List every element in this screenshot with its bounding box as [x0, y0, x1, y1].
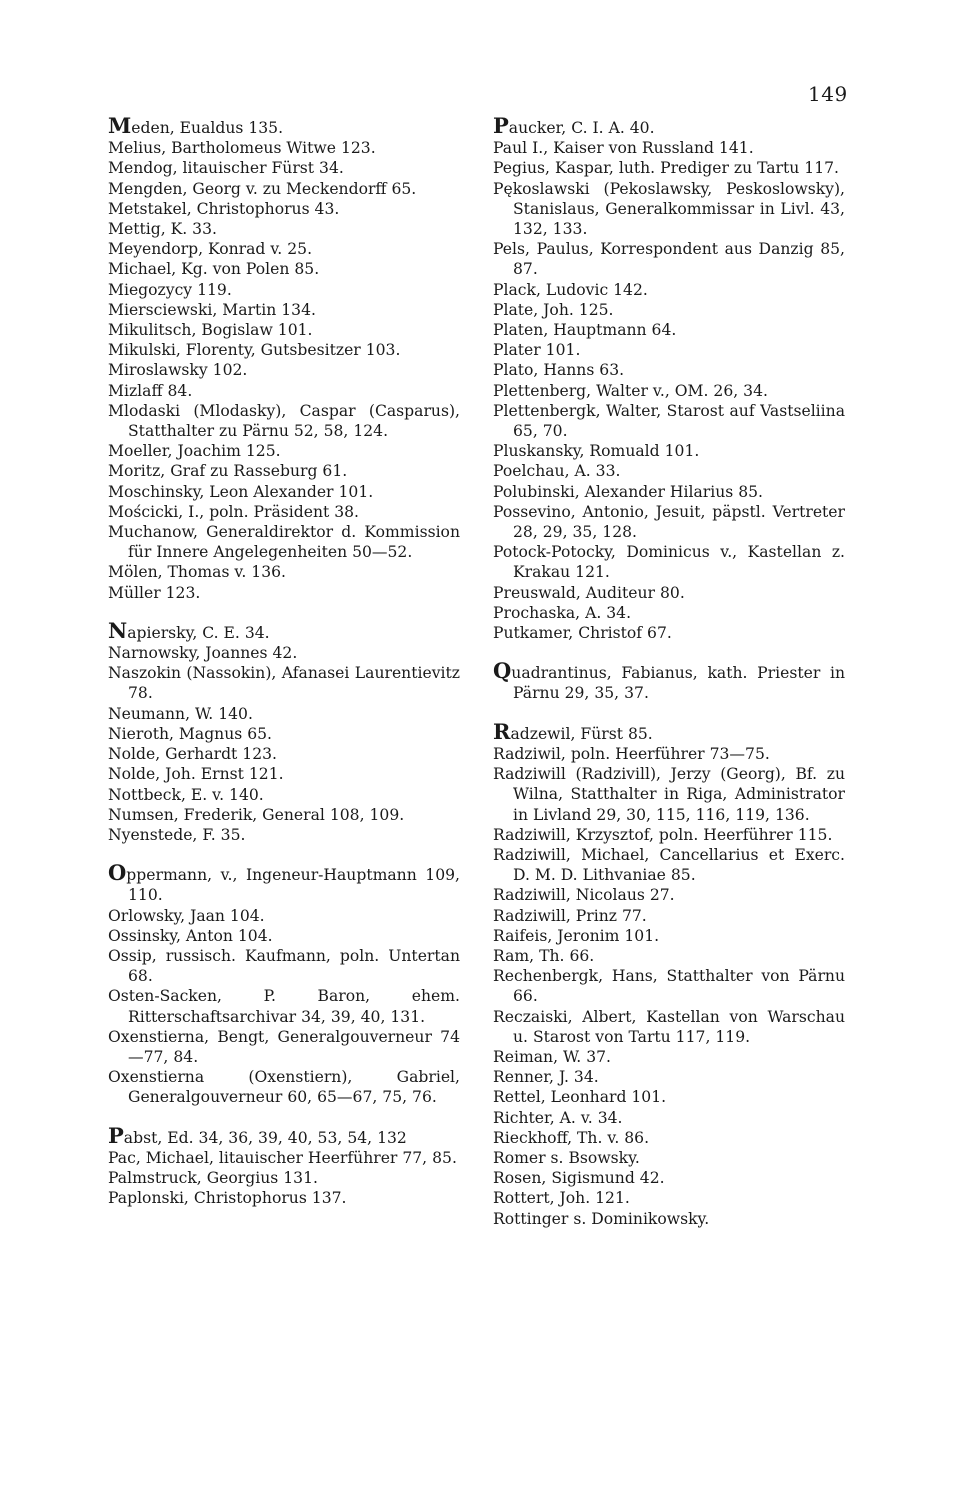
- index-entry: Paplonski, Christophorus 137.: [108, 1189, 347, 1208]
- index-entry: Moschinsky, Leon Alexander 101.: [108, 482, 374, 501]
- index-entry: Paul I., Kaiser von Russland 141.: [493, 139, 754, 158]
- index-entry: Miroslawsky 102.: [108, 361, 248, 380]
- index-entry: Mölen, Thomas v. 136.: [108, 563, 286, 582]
- index-entry: Metstakel, Christophorus 43.: [108, 199, 340, 218]
- index-entry: Mlodaski (Mlodasky), Caspar (Casparus), Statthalter zu Pärnu 52, 58, 124.: [108, 401, 460, 441]
- index-entry: Mengden, Georg v. zu Meckendorff 65.: [108, 179, 417, 198]
- index-entry: Radziwill, Krzysztof, poln. Heerführer 115.: [493, 825, 833, 844]
- index-entry: Mikulski, Florenty, Gutsbesitzer 103.: [108, 341, 401, 360]
- index-column-right: [493, 113, 845, 1229]
- index-entry: Narnowsky, Joannes 42.: [108, 644, 298, 663]
- index-entry: Numsen, Frederik, General 108, 109.: [108, 805, 405, 824]
- index-entry: Paucker, C. I. A. 40.: [493, 113, 655, 138]
- page-number: 149: [808, 82, 848, 106]
- index-entry: Reczaiski, Albert, Kastellan von Warschau u. Starost von Tartu 117, 119.: [493, 1007, 845, 1046]
- index-entry: Putkamer, Christof 67.: [493, 624, 672, 643]
- index-entry: Muchanow, Generaldirektor d. Kommission für Innere Angelegenheiten 50—52.: [108, 523, 460, 562]
- index-entry: Possevino, Antonio, Jesuit, päpstl. Vertreter 28, 29, 35, 128.: [493, 502, 845, 542]
- index-entry: Pabst, Ed. 34, 36, 39, 40, 53, 54, 132: [108, 1122, 407, 1148]
- index-entry: Platen, Hauptmann 64.: [493, 321, 677, 340]
- index-entry: Rettel, Leonhard 101.: [493, 1088, 667, 1107]
- index-entry: Radziwill, Nicolaus 27.: [493, 886, 675, 905]
- index-entry: Miersciewski, Martin 134.: [108, 300, 316, 319]
- index-entry: Oxenstierna (Oxenstiern), Gabriel, Generalgouverneur 60, 65—67, 75, 76.: [108, 1068, 460, 1107]
- index-entry: Rechenbergk, Hans, Statthalter von Pärnu 66.: [493, 967, 845, 1006]
- index-entry: Reiman, W. 37.: [493, 1047, 612, 1066]
- index-entry: Mettig, K. 33.: [108, 220, 217, 239]
- index-entry: Pegius, Kaspar, luth. Prediger zu Tartu 117.: [493, 159, 839, 178]
- index-entry: Nolde, Gerhardt 123.: [108, 745, 278, 764]
- index-entry: Miegozycy 119.: [108, 280, 232, 299]
- index-entry: Quadrantinus, Fabianus, kath. Priester in Pärnu 29, 35, 37.: [493, 658, 845, 703]
- index-entry: Pac, Michael, litauischer Heerführer 77, 85.: [108, 1148, 457, 1167]
- index-entry: Rosen, Sigismund 42.: [493, 1169, 665, 1188]
- index-entry: Meden, Eualdus 135.: [108, 113, 284, 138]
- index-entry: Mendog, litauischer Fürst 34.: [108, 159, 344, 178]
- index-entry: Pels, Paulus, Korrespondent aus Danzig 85, 87.: [493, 240, 845, 279]
- index-entry: Raifeis, Jeronim 101.: [493, 926, 660, 945]
- index-entry: Osten-Sacken, P. Baron, ehem. Ritterschaftsarchivar 34, 39, 40, 131.: [108, 987, 460, 1026]
- index-entry: Mikulitsch, Bogislaw 101.: [108, 321, 313, 340]
- index-entry: Poelchau, A. 33.: [493, 462, 621, 481]
- index-letter-group: [493, 658, 845, 703]
- index-entry: Polubinski, Alexander Hilarius 85.: [493, 482, 763, 501]
- index-entry: Oxenstierna, Bengt, Generalgouverneur 74—77, 84.: [108, 1027, 460, 1066]
- index-entry: Radzewil, Fürst 85.: [493, 718, 653, 744]
- index-entry: Rottert, Joh. 121.: [493, 1189, 630, 1208]
- index-column-left: [108, 113, 460, 1208]
- index-entry: Mościcki, I., poln. Präsident 38.: [108, 502, 360, 521]
- index-entry: Neumann, W. 140.: [108, 704, 253, 723]
- index-letter-group: [108, 1122, 460, 1209]
- index-entry: Potock-Potocky, Dominicus v., Kastellan z. Krakau 121.: [493, 543, 845, 582]
- index-entry: Nolde, Joh. Ernst 121.: [108, 765, 284, 784]
- index-entry: Ossip, russisch. Kaufmann, poln. Untertan 68.: [108, 946, 460, 986]
- index-entry: Rottinger s. Dominikowsky.: [493, 1209, 710, 1228]
- index-entry: Plack, Ludovic 142.: [493, 280, 648, 299]
- index-letter-group: [493, 718, 845, 1229]
- index-entry: Michael, Kg. von Polen 85.: [108, 260, 320, 279]
- index-entry: Radziwill, Michael, Cancellarius et Exerc. D. M. D. Lithvaniae 85.: [493, 845, 845, 885]
- index-entry: Nyenstede, F. 35.: [108, 825, 246, 844]
- index-entry: Napiersky, C. E. 34.: [108, 617, 270, 643]
- index-entry: Ossinsky, Anton 104.: [108, 926, 273, 945]
- index-entry: Radziwill (Radzivill), Jerzy (Georg), Bf. zu Wilna, Statthalter in Riga, Administrator in Livland 29, 30, 115, 116, 119, 136.: [493, 765, 845, 824]
- index-entry: Nottbeck, E. v. 140.: [108, 785, 264, 804]
- index-entry: Prochaska, A. 34.: [493, 603, 632, 622]
- index-entry: Mizlaff 84.: [108, 381, 193, 400]
- index-entry: Nieroth, Magnus 65.: [108, 724, 273, 743]
- index-entry: Moeller, Joachim 125.: [108, 442, 281, 461]
- index-letter-group: [493, 113, 845, 643]
- index-entry: Plater 101.: [493, 341, 581, 360]
- index-entry: Radziwil, poln. Heerführer 73—75.: [493, 744, 770, 763]
- index-entry: Müller 123.: [108, 583, 201, 602]
- index-letter-group: [108, 617, 460, 845]
- index-entry: Moritz, Graf zu Rasseburg 61.: [108, 462, 348, 481]
- index-entry: Plato, Hanns 63.: [493, 361, 625, 380]
- index-entry: Pękoslawski (Pekoslawsky, Peskoslowsky), Stanislaus, Generalkommissar in Livl. 43, 132, 133.: [493, 179, 845, 239]
- index-entry: Naszokin (Nassokin), Afanasei Laurentievitz 78.: [108, 664, 460, 703]
- index-entry: Pluskansky, Romuald 101.: [493, 442, 700, 461]
- index-entry: Rieckhoff, Th. v. 86.: [493, 1128, 650, 1147]
- index-entry: Oppermann, v., Ingeneur-Hauptmann 109, 110.: [108, 860, 460, 905]
- index-entry: Ram, Th. 66.: [493, 946, 595, 965]
- index-entry: Plate, Joh. 125.: [493, 300, 614, 319]
- index-entry: Melius, Bartholomeus Witwe 123.: [108, 139, 376, 158]
- index-letter-group: [108, 113, 460, 603]
- index-entry: Preuswald, Auditeur 80.: [493, 583, 685, 602]
- index-entry: Radziwill, Prinz 77.: [493, 906, 647, 925]
- index-entry: Plettenberg, Walter v., OM. 26, 34.: [493, 381, 768, 400]
- index-entry: Palmstruck, Georgius 131.: [108, 1168, 318, 1187]
- index-entry: Romer s. Bsowsky.: [493, 1148, 640, 1167]
- index-entry: Plettenbergk, Walter, Starost auf Vastseliina 65, 70.: [493, 401, 845, 441]
- index-entry: Meyendorp, Konrad v. 25.: [108, 240, 313, 259]
- index-entry: Orlowsky, Jaan 104.: [108, 906, 265, 925]
- index-entry: Richter, A. v. 34.: [493, 1108, 623, 1127]
- index-letter-group: [108, 860, 460, 1107]
- index-entry: Renner, J. 34.: [493, 1068, 599, 1087]
